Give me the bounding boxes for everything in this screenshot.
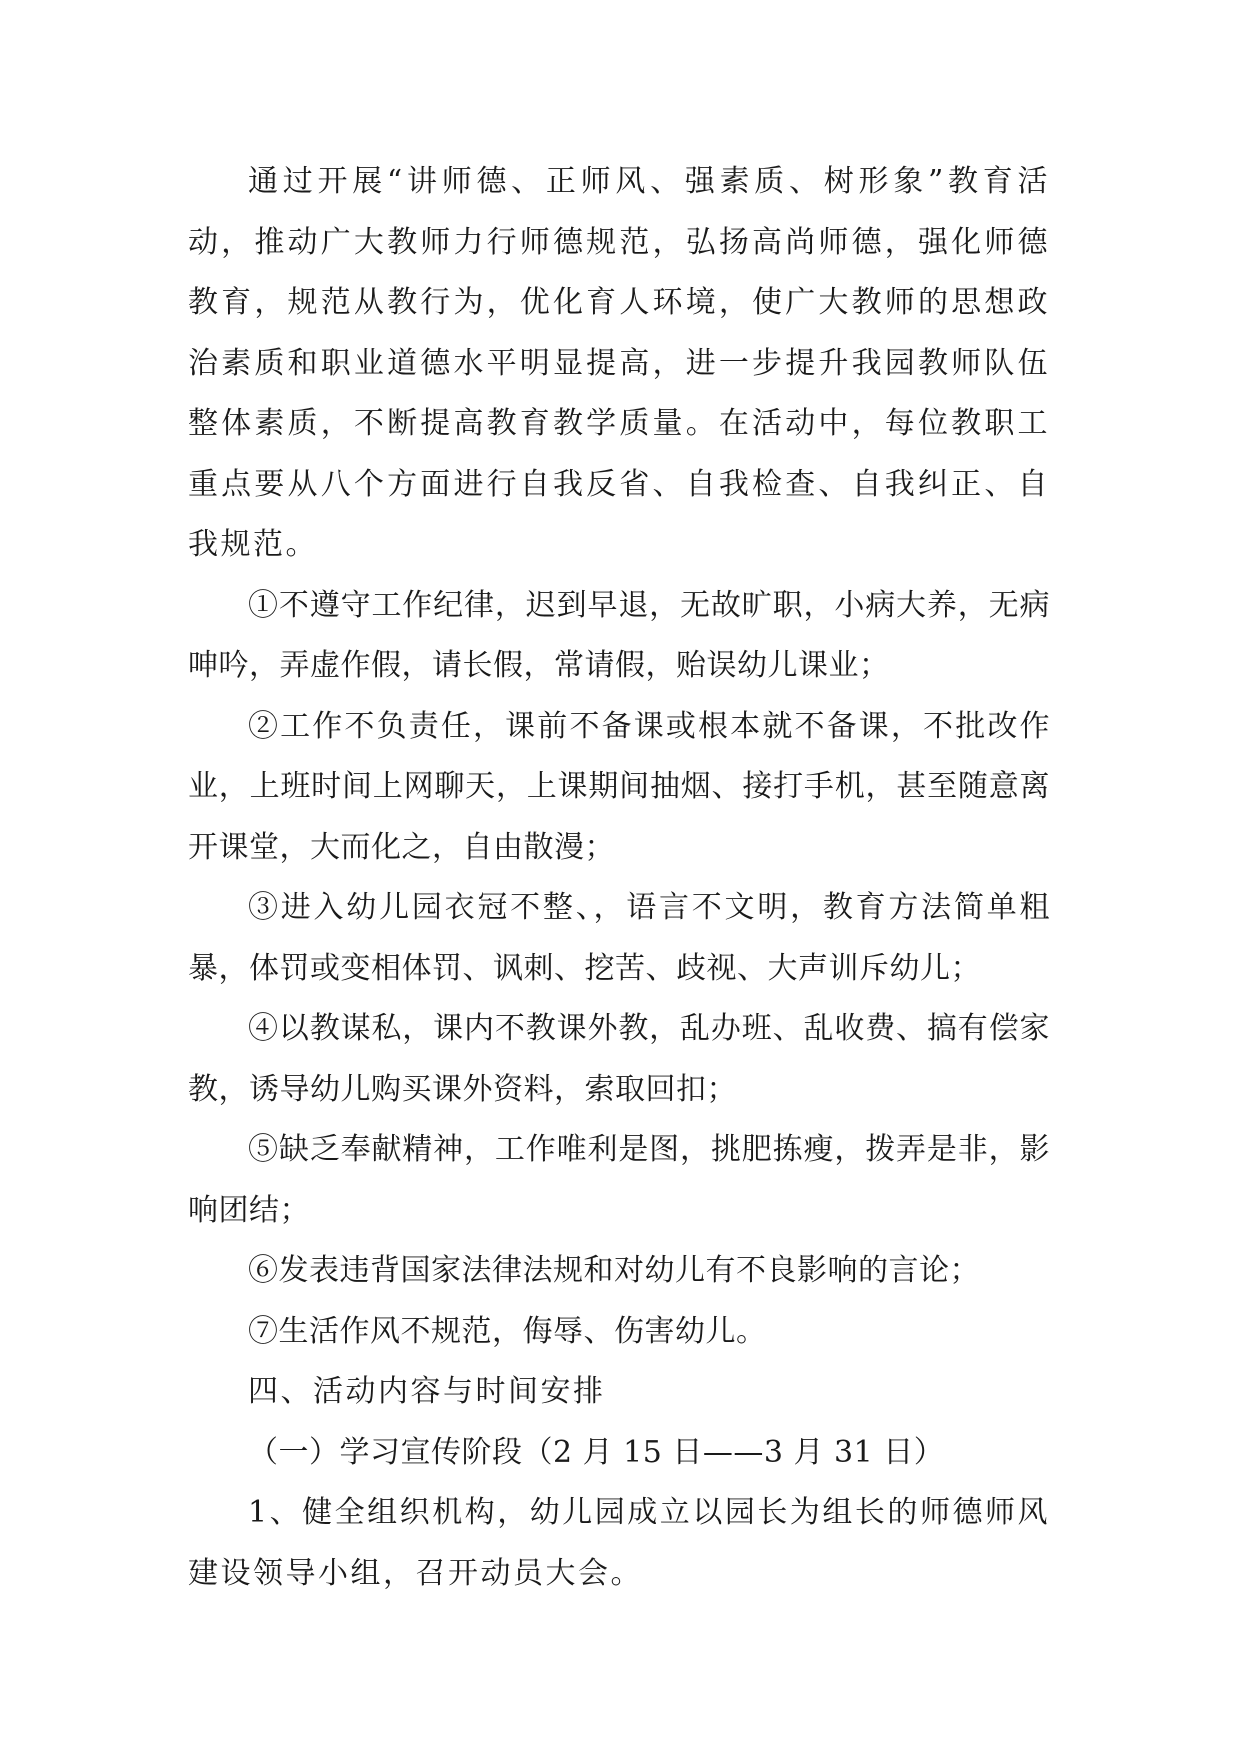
list-item-6: ⑥发表违背国家法律法规和对幼儿有不良影响的言论； [248, 1253, 980, 1288]
list-item-7: ⑦生活作风不规范，侮辱、伤害幼儿。 [248, 1313, 767, 1349]
list-item-5: ⑤缺乏奉献精神，工作唯利是图，挑肥拣瘦，拨弄是非，影响团结； [188, 1132, 1050, 1228]
step-paragraph-1: 1、健全组织机构，幼儿园成立以园长为组长的师德师风建设领导小组，召开动员大会。 [188, 1495, 1050, 1591]
list-item-2: ②工作不负责任，课前不备课或根本就不备课，不批改作业，上班时间上网聊天，上课期间抽烟、接打手机，甚至随意离开课堂，大而化之，自由散漫； [188, 708, 1050, 865]
subsection-heading: （一）学习宣传阶段（2 月 15 日——3 月 31 日） [248, 1434, 945, 1470]
list-item-3: ③进入幼儿园衣冠不整、，语言不文明，教育方法简单粗暴，体罚或变相体罚、讽刺、挖苦、歧视、大声训斥幼儿； [188, 890, 1050, 986]
intro-paragraph: 通过开展“讲师德、正师风、强素质、树形象”教育活动，推动广大教师力行师德规范，弘扬高尚师德，强化师德教育，规范从教行为，优化育人环境，使广大教师的思想政治素质和职业道德水平明显提高，进一步提升我园教师队伍整体素质，不断提高教育教学质量。在活动中，每位教职工重点要从八个方面进行自我反省、自我检查、自我纠正、自我规范。 [188, 164, 1050, 562]
list-item-1: ①不遵守工作纪律，迟到早退，无故旷职，小病大养，无病呻吟，弄虚作假，请长假，常请假，贻误幼儿课业； [188, 587, 1050, 683]
document-body [188, 152, 1050, 1604]
list-item-4: ④以教谋私，课内不教课外教，乱办班、乱收费、搞有偿家教，诱导幼儿购买课外资料，索取回扣； [188, 1011, 1050, 1107]
section-heading: 四、活动内容与时间安排 [248, 1374, 606, 1409]
